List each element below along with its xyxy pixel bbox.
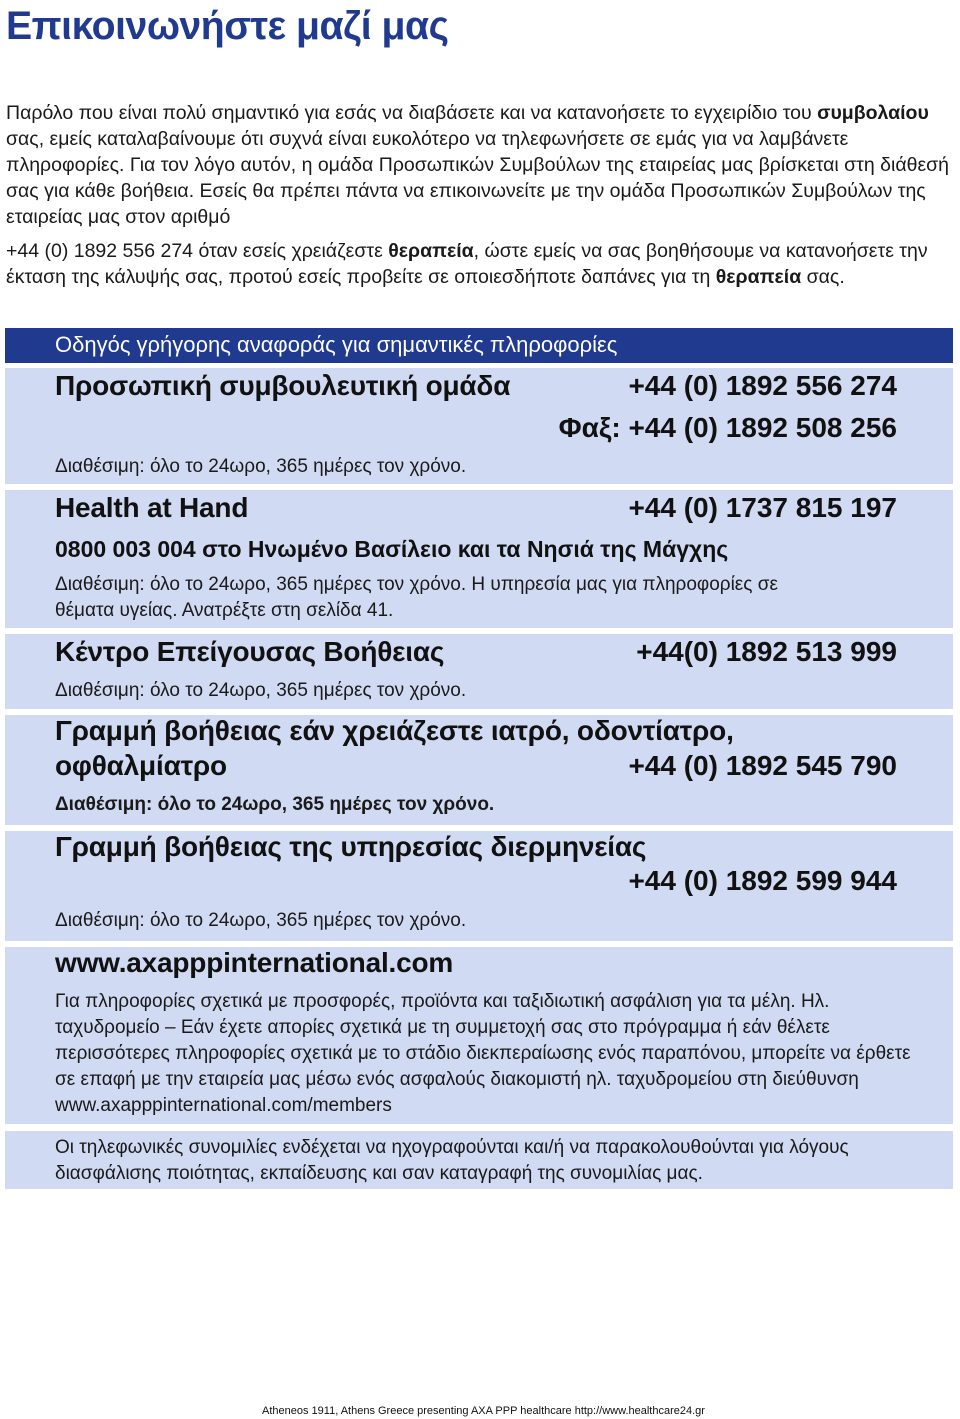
phone-number: +44 (0) 1892 556 274 — [628, 370, 897, 401]
section-heading-2: οφθαλμίατρο — [55, 750, 227, 781]
availability-text: Διαθέσιμη: όλο το 24ωρο, 365 ημέρες τον χρόνο. — [55, 794, 495, 815]
call-recording-notice: Οι τηλεφωνικές συνομιλίες ενδέχεται να ηχογραφούνται και/ή να παρακολουθούνται για λόγους διασφάλισης ποιότητας, εκπαίδευσης και σαν καταγραφή της συνομιλίας μας. — [55, 1137, 849, 1184]
section-health-at-hand — [5, 490, 953, 628]
website-description: Για πληροφορίες σχετικά με προσφορές, προϊόντα και ταξιδιωτική ασφάλιση για τα μέλη. Ηλ. ταχυδρομείο – Εάν έχετε απορίες σχετικά με τη συμμετοχή σας στο πρόγραμμα ή εάν θέλετε περισσότερες πληροφορίες σχετικά με το στάδιο διεκπεραίωσης ενός παραπόνου, μπορείτε να έρθετε σε επαφή με την εταιρεία μας μέσω ενός ασφαλούς διακομιστή ηλ. ταχυδρομείου στη διεύθυνση www.axapppinternational.com/members — [55, 991, 911, 1116]
section-call-recording — [5, 1131, 953, 1189]
quick-reference-banner — [5, 328, 953, 363]
uk-freephone: 0800 003 004 στο Ηνωμένο Βασίλειο και τα Νησιά της Μάγχης — [55, 536, 729, 562]
availability-text: Διαθέσιμη: όλο το 24ωρο, 365 ημέρες τον χρόνο. — [55, 680, 467, 701]
phone-number: +44 (0) 1737 815 197 — [628, 492, 897, 523]
intro-paragraph-2: +44 (0) 1892 556 274 όταν εσείς χρειάζεστε θεραπεία, ώστε εμείς να σας βοηθήσουμε να κατανοήσετε την έκταση της κάλυψής σας, προτού εσείς προβείτε σε οποιεσδήποτε δαπάνες για τη θεραπεία σας. — [6, 240, 928, 288]
section-personal-advisory — [5, 368, 953, 484]
section-emergency-assistance — [5, 634, 953, 709]
section-website — [5, 947, 953, 1124]
availability-text: Διαθέσιμη: όλο το 24ωρο, 365 ημέρες τον χρόνο. Η υπηρεσία μας για πληροφορίες σε — [55, 574, 778, 595]
intro-paragraph-1: Παρόλο που είναι πολύ σημαντικό για εσάς να διαβάσετε και να κατανοήσετε το εγχειρίδιο του συμβολαίου σας, εμείς καταλαβαίνουμε ότι συχνά είναι ευκολότερο να τηλεφωνήσετε σε εμάς για να λαμβάνετε πληροφορίες. Για τον λόγο αυτόν, η ομάδα Προσωπικών Συμβούλων της εταιρείας μας βρίσκεται στη διάθεσή σας για κάθε βοήθεια. Εσείς θα πρέπει πάντα να επικοινωνείτε με την ομάδα Προσωπικών Συμβούλων της εταιρείας μας στον αριθμό — [6, 102, 950, 228]
fax-number: Φαξ: +44 (0) 1892 508 256 — [558, 412, 897, 443]
section-interpreter-helpline — [5, 831, 953, 941]
phone-number: +44(0) 1892 513 999 — [636, 636, 897, 667]
availability-text: Διαθέσιμη: όλο το 24ωρο, 365 ημέρες τον χρόνο. — [55, 910, 467, 931]
availability-text: Διαθέσιμη: όλο το 24ωρο, 365 ημέρες τον χρόνο. — [55, 456, 467, 477]
section-heading: Προσωπική συμβουλευτική ομάδα — [55, 370, 511, 401]
website-link[interactable]: www.axapppinternational.com — [55, 947, 454, 978]
phone-number: +44 (0) 1892 599 944 — [628, 865, 897, 896]
section-doctor-helpline — [5, 715, 953, 825]
banner-title: Οδηγός γρήγορης αναφοράς για σημαντικές πληροφορίες — [55, 332, 618, 357]
phone-number: +44 (0) 1892 545 790 — [628, 750, 897, 781]
page-title: Επικοινωνήστε μαζί μας — [6, 4, 449, 48]
section-heading: Κέντρο Επείγουσας Βοήθειας — [55, 636, 445, 667]
section-heading: Γραμμή βοήθειας εάν χρειάζεστε ιατρό, οδοντίατρο, — [55, 715, 734, 746]
intro-text — [6, 100, 951, 290]
section-heading: Health at Hand — [55, 492, 249, 523]
availability-text-2: θέματα υγείας. Ανατρέξτε στη σελίδα 41. — [55, 600, 394, 621]
section-heading: Γραμμή βοήθειας της υπηρεσίας διερμηνείας — [55, 831, 647, 862]
page-footer: Atheneos 1911, Athens Greece presenting AXA PPP healthcare http://www.healthcare24.gr — [262, 1405, 705, 1417]
